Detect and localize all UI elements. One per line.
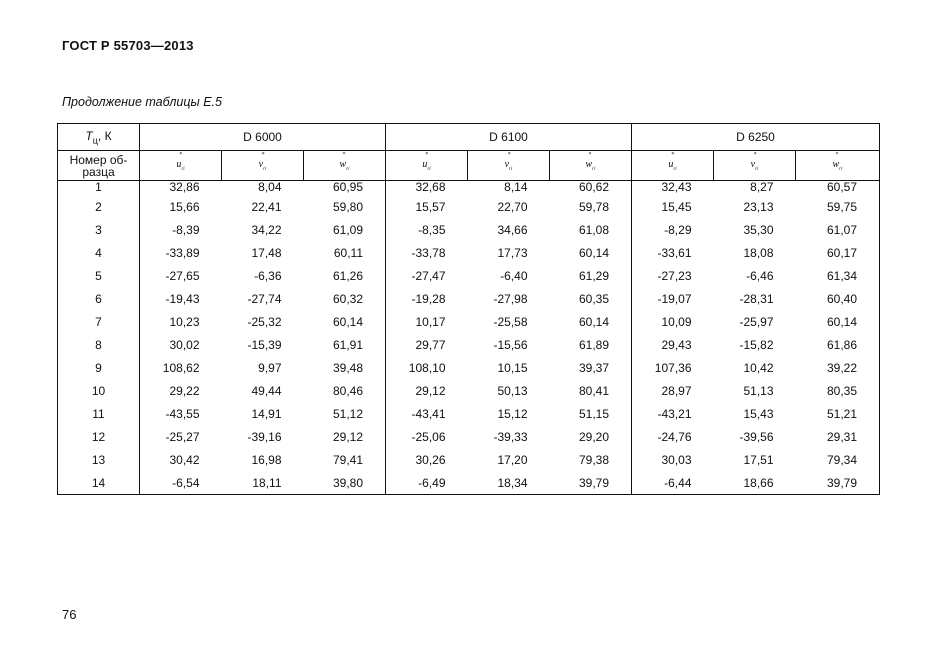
table-row	[58, 264, 880, 287]
value-cell: 29,12	[386, 379, 468, 402]
value-cell: -27,74	[247, 291, 282, 306]
value-cell: 35,30	[743, 222, 774, 237]
value-cell: 51,12	[332, 406, 363, 421]
value-cell: 108,10	[386, 356, 468, 379]
value-cell: -8,29	[632, 218, 714, 241]
value-cell: 80,35	[796, 379, 880, 402]
value-cell: 28,97	[632, 379, 714, 402]
sample-number-cell: 14	[58, 471, 140, 495]
sample-number-cell: 2	[58, 195, 140, 218]
sub-header-v-2: v * $_{ri}$	[468, 151, 550, 181]
value-cell: 61,86	[796, 333, 880, 356]
value-cell: 61,89	[578, 337, 609, 352]
value-cell: 60,17	[796, 241, 880, 264]
value-cell: 15,57	[386, 195, 468, 218]
value-cell: 18,34	[468, 471, 550, 495]
sample-number-cell: 4	[58, 241, 140, 264]
value-cell: 10,15	[497, 360, 528, 375]
value-cell: 30,02	[140, 333, 222, 356]
value-cell: 32,43	[632, 181, 714, 196]
value-cell: 60,14	[332, 314, 363, 329]
value-cell: 107,36	[632, 356, 714, 379]
value-cell: -15,39	[247, 337, 282, 352]
value-cell: 60,62	[578, 180, 609, 194]
table-row	[58, 218, 880, 241]
value-cell: 32,68	[386, 181, 468, 196]
sample-number-cell: 8	[58, 333, 140, 356]
value-cell: 34,22	[251, 222, 282, 237]
table-row	[58, 195, 880, 218]
value-cell: 17,20	[497, 452, 528, 467]
table-row	[58, 402, 880, 425]
value-cell: 60,11	[333, 245, 363, 260]
sub-header-u-3: u * $_{ri}$	[632, 151, 714, 181]
value-cell: -15,56	[493, 337, 528, 352]
document-header: ГОСТ Р 55703—2013	[62, 38, 194, 53]
value-cell: -8,35	[386, 218, 468, 241]
value-cell: -25,27	[140, 425, 222, 448]
group-header-d6100: D 6100	[386, 124, 632, 151]
value-cell: 10,42	[743, 360, 774, 375]
value-cell: 34,66	[497, 222, 528, 237]
value-cell: 79,38	[578, 452, 609, 467]
value-cell: -25,97	[739, 314, 774, 329]
sample-number-cell: 5	[58, 264, 140, 287]
group-header-d6250: D 6250	[632, 124, 880, 151]
value-cell: 8,27	[750, 180, 774, 194]
value-cell: 39,22	[796, 356, 880, 379]
value-cell: 18,08	[743, 245, 774, 260]
temperature-header: $T_ц$, К	[58, 124, 140, 151]
value-cell: -27,65	[140, 264, 222, 287]
table-row	[58, 287, 880, 310]
value-cell: 60,14	[578, 314, 609, 329]
value-cell: 61,07	[796, 218, 880, 241]
value-cell: 22,41	[251, 199, 282, 214]
sample-number-cell: 13	[58, 448, 140, 471]
sample-number-cell: 11	[58, 402, 140, 425]
value-cell: -27,98	[493, 291, 528, 306]
value-cell: -24,76	[632, 425, 714, 448]
value-cell: 80,46	[332, 383, 363, 398]
sample-number-header: Номер об- разца	[58, 151, 140, 181]
value-cell: 15,12	[497, 406, 528, 421]
sample-number-cell: 9	[58, 356, 140, 379]
value-cell: 9,97	[258, 360, 282, 375]
group-header-d6000: D 6000	[140, 124, 386, 151]
sub-header-w-1: w * $_{ri}$	[304, 151, 386, 181]
value-cell: 61,09	[332, 222, 363, 237]
value-cell: 10,09	[632, 310, 714, 333]
value-cell: 30,42	[140, 448, 222, 471]
value-cell: 60,35	[578, 291, 609, 306]
value-cell: -39,56	[739, 429, 774, 444]
sample-number-cell: 6	[58, 287, 140, 310]
value-cell: 8,14	[504, 180, 528, 194]
value-cell: 29,22	[140, 379, 222, 402]
value-cell: 51,13	[743, 383, 774, 398]
value-cell: -33,78	[386, 241, 468, 264]
value-cell: -19,28	[386, 287, 468, 310]
value-cell: 39,48	[332, 360, 363, 375]
value-cell: 61,29	[578, 268, 609, 283]
sub-header-w-2: w * $_{ri}$	[550, 151, 632, 181]
value-cell: 60,40	[796, 287, 880, 310]
table-row	[58, 333, 880, 356]
table-row	[58, 241, 880, 264]
value-cell: 80,41	[578, 383, 609, 398]
value-cell: 59,80	[332, 199, 363, 214]
value-cell: 15,66	[140, 195, 222, 218]
value-cell: -25,06	[386, 425, 468, 448]
value-cell: 10,23	[140, 310, 222, 333]
value-cell: 29,20	[578, 429, 609, 444]
value-cell: -43,21	[632, 402, 714, 425]
value-cell: -28,31	[739, 291, 774, 306]
value-cell: 79,41	[332, 452, 363, 467]
value-cell: 61,91	[332, 337, 363, 352]
table-row	[58, 379, 880, 402]
value-cell: -6,40	[500, 268, 528, 283]
value-cell: 23,13	[743, 199, 774, 214]
value-cell: -6,49	[386, 471, 468, 495]
value-cell: 30,03	[632, 448, 714, 471]
sample-number-cell: 3	[58, 218, 140, 241]
value-cell: -25,58	[493, 314, 528, 329]
sample-number-cell: 10	[58, 379, 140, 402]
value-cell: -33,89	[140, 241, 222, 264]
value-cell: 39,37	[578, 360, 609, 375]
value-cell: -19,43	[140, 287, 222, 310]
value-cell: -6,46	[746, 268, 774, 283]
value-cell: -25,32	[247, 314, 282, 329]
value-cell: -27,47	[386, 264, 468, 287]
value-cell: 30,26	[386, 448, 468, 471]
value-cell: -6,54	[140, 471, 222, 495]
value-cell: 10,17	[386, 310, 468, 333]
page-number: 76	[62, 607, 77, 622]
sample-number-cell: 1	[58, 181, 140, 196]
value-cell: 29,77	[386, 333, 468, 356]
value-cell: 59,75	[796, 195, 880, 218]
value-cell: 32,86	[140, 181, 222, 196]
value-cell: 60,14	[578, 245, 609, 260]
value-cell: -15,82	[739, 337, 774, 352]
data-table	[57, 123, 880, 495]
sub-header-w-3: w * $_{ri}$	[796, 151, 880, 181]
value-cell: 50,13	[497, 383, 528, 398]
value-cell: -39,16	[247, 429, 282, 444]
value-cell: 16,98	[251, 452, 282, 467]
value-cell: 61,26	[332, 268, 363, 283]
value-cell: 61,34	[796, 264, 880, 287]
value-cell: 17,51	[743, 452, 774, 467]
value-cell: 29,31	[796, 425, 880, 448]
table-row	[58, 471, 880, 495]
value-cell: 17,48	[251, 245, 282, 260]
value-cell: 61,08	[578, 222, 609, 237]
value-cell: 17,73	[497, 245, 528, 260]
value-cell: -33,61	[632, 241, 714, 264]
value-cell: 79,34	[796, 448, 880, 471]
value-cell: 8,04	[258, 180, 282, 194]
value-cell: 39,80	[304, 471, 386, 495]
value-cell: 59,78	[578, 199, 609, 214]
value-cell: 49,44	[251, 383, 282, 398]
value-cell: 15,45	[632, 195, 714, 218]
value-cell: 22,70	[497, 199, 528, 214]
value-cell: 51,15	[578, 406, 609, 421]
sub-header-u-1: u * $_{ri}$	[140, 151, 222, 181]
value-cell: 39,79	[550, 471, 632, 495]
value-cell: -6,44	[632, 471, 714, 495]
value-cell: 18,11	[222, 471, 304, 495]
sample-number-cell: 12	[58, 425, 140, 448]
value-cell: -43,41	[386, 402, 468, 425]
sub-header-v-3: v * $_{ri}$	[714, 151, 796, 181]
value-cell: -8,39	[140, 218, 222, 241]
value-cell: -19,07	[632, 287, 714, 310]
value-cell: 18,66	[714, 471, 796, 495]
sub-header-u-2: u * $_{ri}$	[386, 151, 468, 181]
value-cell: 108,62	[140, 356, 222, 379]
value-cell: 14,91	[251, 406, 282, 421]
table-row	[58, 310, 880, 333]
value-cell: 15,43	[743, 406, 774, 421]
value-cell: 51,21	[796, 402, 880, 425]
value-cell: -27,23	[632, 264, 714, 287]
value-cell: -6,36	[254, 268, 282, 283]
value-cell: 29,12	[332, 429, 363, 444]
value-cell: 60,14	[796, 310, 880, 333]
sub-header-v-1: v * $_{ri}$	[222, 151, 304, 181]
table-row	[58, 181, 880, 196]
value-cell: 60,32	[332, 291, 363, 306]
value-cell: 60,95	[332, 180, 363, 194]
value-cell: -39,33	[493, 429, 528, 444]
value-cell: -43,55	[140, 402, 222, 425]
sample-number-cell: 7	[58, 310, 140, 333]
table-caption: Продолжение таблицы Е.5	[62, 95, 222, 109]
table-row	[58, 448, 880, 471]
value-cell: 39,79	[796, 471, 880, 495]
value-cell: 29,43	[632, 333, 714, 356]
table-row	[58, 425, 880, 448]
table-row	[58, 356, 880, 379]
value-cell: 60,57	[796, 181, 880, 196]
